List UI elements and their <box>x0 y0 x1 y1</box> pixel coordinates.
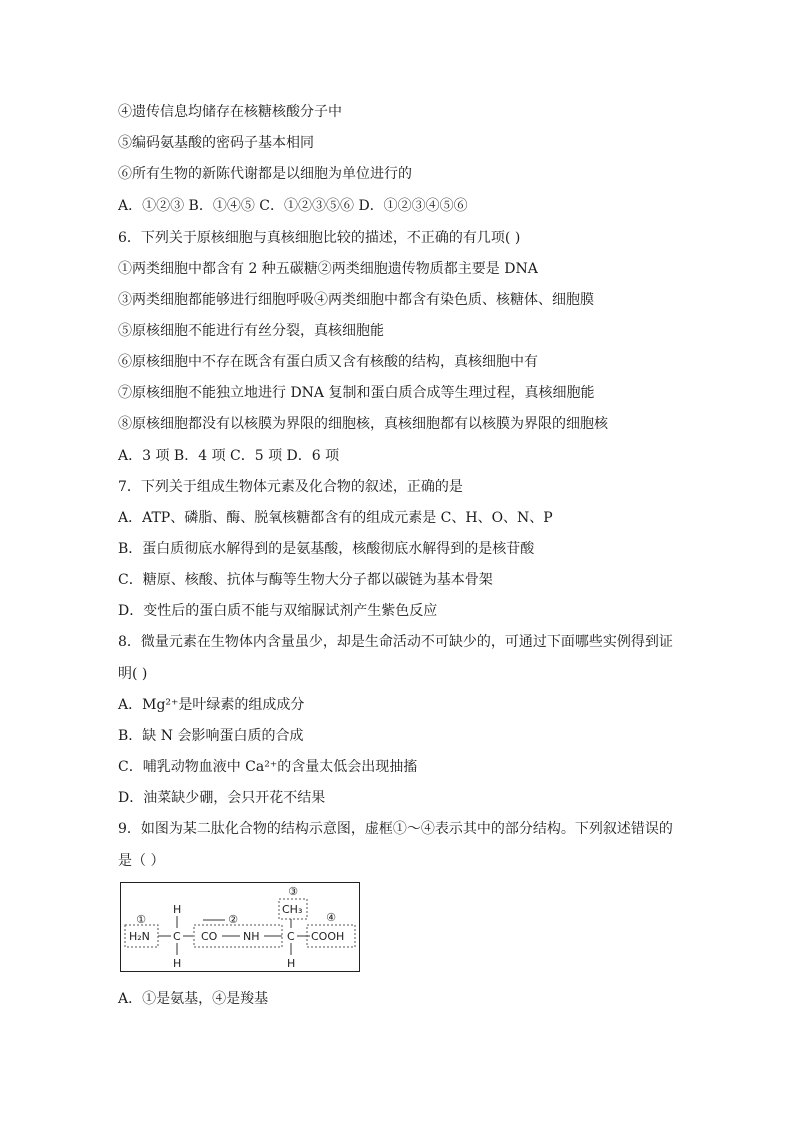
ch3-text: CH₃ <box>282 903 303 916</box>
carboxyl-text: COOH <box>311 930 345 943</box>
h-bottom-right: H <box>287 957 296 970</box>
label-3: ③ <box>288 885 298 898</box>
q6-item-6: ⑥原核细胞中不存在既含有蛋白质又含有核酸的结构，真核细胞中有 <box>118 354 538 370</box>
carbon-left: C <box>173 930 181 943</box>
statement-6: ⑥所有生物的新陈代谢都是以细胞为单位进行的 <box>118 166 412 182</box>
q6-item-8: ⑧原核细胞都没有以核膜为界限的细胞核，真核细胞都有以核膜为界限的细胞核 <box>118 416 608 432</box>
q6-item-1-2: ①两类细胞中都含有 2 种五碳糖②两类细胞遗传物质都主要是 DNA <box>118 261 538 277</box>
label-2: ② <box>228 913 238 926</box>
q8-option-c: C．哺乳动物血液中 Ca²⁺的含量太低会出现抽搐 <box>118 759 418 775</box>
q7-option-b: B．蛋白质彻底水解得到的是氨基酸，核酸彻底水解得到的是核苷酸 <box>118 541 535 557</box>
nh-text: NH <box>243 930 260 943</box>
h-top: H <box>173 903 182 916</box>
q7-option-d: D．变性后的蛋白质不能与双缩脲试剂产生紫色反应 <box>118 603 438 619</box>
q9-stem: 9．如图为某二肽化合物的结构示意图，虚框①～④表示其中的部分结构。下列叙述错误的 <box>118 821 673 837</box>
q8-option-a: A．Mg²⁺是叶绿素的组成成分 <box>118 697 305 713</box>
q8-stem-cont: 明( ) <box>118 666 148 682</box>
amino-group-text: H₂N <box>129 930 150 943</box>
q6-stem: 6．下列关于原核细胞与真核细胞比较的描述，不正确的有几项( ) <box>118 230 521 246</box>
h-bottom-left: H <box>173 957 182 970</box>
label-1: ① <box>136 913 146 926</box>
statement-4: ④遗传信息均储存在核糖核酸分子中 <box>118 104 342 120</box>
q7-option-a: A．ATP、磷脂、酶、脱氧核糖都含有的组成元素是 C、H、O、N、P <box>118 510 553 526</box>
q9-stem-cont: 是（ ） <box>118 853 165 869</box>
q7-stem: 7．下列关于组成生物体元素及化合物的叙述，正确的是 <box>118 479 463 495</box>
q9-option-a: A．①是氨基，④是羧基 <box>118 991 269 1007</box>
co-text: CO <box>201 930 218 943</box>
statement-5: ⑤编码氨基酸的密码子基本相同 <box>118 135 314 151</box>
carbon-right: C <box>287 930 295 943</box>
dipeptide-structure-figure <box>120 882 360 972</box>
q6-options: A．3 项 B．4 项 C．5 项 D．6 项 <box>118 448 340 464</box>
q7-option-c: C．糖原、核酸、抗体与酶等生物大分子都以碳链为基本骨架 <box>118 572 493 588</box>
q6-item-5: ⑤原核细胞不能进行有丝分裂，真核细胞能 <box>118 323 384 339</box>
q8-option-d: D．油菜缺少硼，会只开花不结果 <box>118 790 326 806</box>
q6-item-7: ⑦原核细胞不能独立地进行 DNA 复制和蛋白质合成等生理过程，真核细胞能 <box>118 385 595 401</box>
dipeptide-diagram <box>121 883 361 973</box>
q6-item-3-4: ③两类细胞都能够进行细胞呼吸④两类细胞中都含有染色质、核糖体、细胞膜 <box>118 292 594 308</box>
q8-stem: 8．微量元素在生物体内含量虽少，却是生命活动不可缺少的，可通过下面哪些实例得到证 <box>118 634 673 650</box>
q8-option-b: B．缺 N 会影响蛋白质的合成 <box>118 728 304 744</box>
label-4: ④ <box>326 911 336 924</box>
q5-options: A．①②③ B．①④⑤ C．①②③⑤⑥ D．①②③④⑤⑥ <box>118 198 468 214</box>
